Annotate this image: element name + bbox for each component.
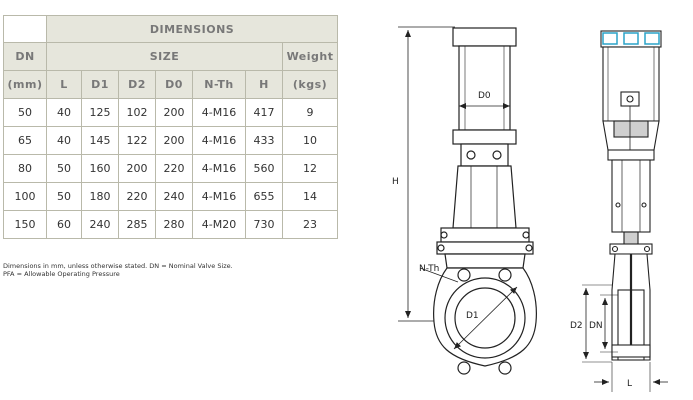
label-dn: DN xyxy=(589,321,603,331)
label-d2: D2 xyxy=(570,321,583,331)
cell-nth: 4-M16 xyxy=(193,183,246,211)
label-h: H xyxy=(392,177,399,187)
note-line-1: Dimensions in mm, unless otherwise stated. DN = Nominal Valve Size. xyxy=(3,262,233,270)
cell-dn: 150 xyxy=(4,211,47,239)
cell-l: 50 xyxy=(47,183,82,211)
note-line-2: PFA = Allowable Operating Pressure xyxy=(3,270,120,278)
header-dn: DN xyxy=(4,43,47,71)
cell-d1: 180 xyxy=(82,183,119,211)
subheader-h: H xyxy=(246,71,283,99)
cell-nth: 4-M16 xyxy=(193,99,246,127)
unit-kgs: (kgs) xyxy=(283,71,338,99)
cell-nth: 4-M16 xyxy=(193,127,246,155)
cell-d2: 220 xyxy=(119,183,156,211)
cell-nth: 4-M20 xyxy=(193,211,246,239)
cell-d0: 200 xyxy=(156,99,193,127)
cell-nth: 4-M16 xyxy=(193,155,246,183)
header-size: SIZE xyxy=(47,43,283,71)
cell-d2: 102 xyxy=(119,99,156,127)
cell-h: 730 xyxy=(246,211,283,239)
cell-l: 50 xyxy=(47,155,82,183)
cell-l: 60 xyxy=(47,211,82,239)
cell-d1: 125 xyxy=(82,99,119,127)
cell-l: 40 xyxy=(47,127,82,155)
cell-d1: 145 xyxy=(82,127,119,155)
table-row xyxy=(4,155,338,183)
cell-weight: 14 xyxy=(283,183,338,211)
cell-dn: 80 xyxy=(4,155,47,183)
cell-d1: 160 xyxy=(82,155,119,183)
cell-h: 433 xyxy=(246,127,283,155)
table-row xyxy=(4,127,338,155)
cell-d1: 240 xyxy=(82,211,119,239)
label-d1: D1 xyxy=(466,311,479,321)
cell-d0: 280 xyxy=(156,211,193,239)
cell-d2: 122 xyxy=(119,127,156,155)
table-row xyxy=(4,99,338,127)
cell-weight: 23 xyxy=(283,211,338,239)
subheader-l: L xyxy=(47,71,82,99)
cell-h: 560 xyxy=(246,155,283,183)
cell-dn: 100 xyxy=(4,183,47,211)
cell-weight: 10 xyxy=(283,127,338,155)
cell-d2: 285 xyxy=(119,211,156,239)
cell-dn: 65 xyxy=(4,127,47,155)
subheader-d1: D1 xyxy=(82,71,119,99)
table-row xyxy=(4,211,338,239)
subheader-d0: D0 xyxy=(156,71,193,99)
table-title: DIMENSIONS xyxy=(47,16,338,43)
cell-d2: 200 xyxy=(119,155,156,183)
header-weight: Weight xyxy=(283,43,338,71)
cell-h: 417 xyxy=(246,99,283,127)
cell-d0: 240 xyxy=(156,183,193,211)
front-view xyxy=(398,27,536,374)
cell-d0: 200 xyxy=(156,127,193,155)
cell-h: 655 xyxy=(246,183,283,211)
cell-dn: 50 xyxy=(4,99,47,127)
table-row xyxy=(4,183,338,211)
cell-l: 40 xyxy=(47,99,82,127)
table-title-row xyxy=(4,16,338,43)
cell-d0: 220 xyxy=(156,155,193,183)
dimensions-table xyxy=(3,15,338,239)
subheader-d2: D2 xyxy=(119,71,156,99)
cell-weight: 9 xyxy=(283,99,338,127)
unit-mm: (mm) xyxy=(4,71,47,99)
label-l: L xyxy=(627,379,633,389)
subheader-nth: N-Th xyxy=(193,71,246,99)
side-view xyxy=(582,31,668,392)
label-nth: N-Th xyxy=(419,264,440,274)
label-d0: D0 xyxy=(478,91,491,101)
cell-weight: 12 xyxy=(283,155,338,183)
table-header-row xyxy=(4,43,338,71)
table-notes xyxy=(3,262,233,278)
table-subheader-row xyxy=(4,71,338,99)
valve-technical-drawing xyxy=(340,0,693,400)
